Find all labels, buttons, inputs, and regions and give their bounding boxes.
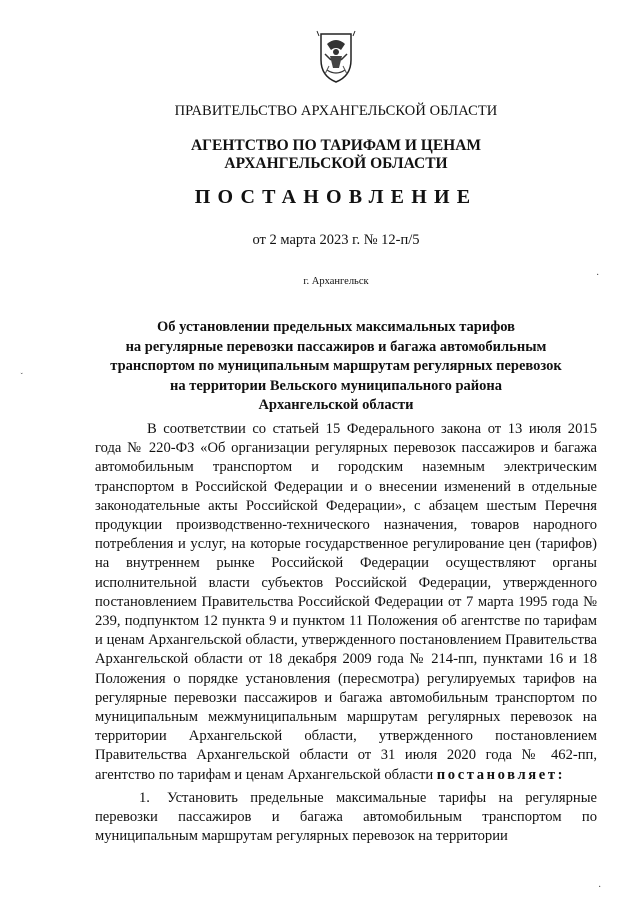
government-name: ПРАВИТЕЛЬСТВО АРХАНГЕЛЬСКОЙ ОБЛАСТИ [174,103,498,119]
point-1 [95,789,597,847]
document-title [0,318,640,416]
preamble-paragraph [95,420,597,785]
point-number: 1. [139,790,150,806]
scan-mark: ˯ [20,364,24,375]
scan-mark: · [596,270,600,281]
decree-heading: ПОСТАНОВЛЕНИЕ [194,186,478,208]
title-line: на территории Вельского муниципального района [169,377,502,394]
preamble-text: В соответствии со статьей 15 Федерального закона от 13 июля 2015 года № 220-ФЗ «Об организации регулярных перевозок пассажиров и багажа автомобильным транспортом и городским наземным электрическим транспортом в Российской Федерации и о внесении изменений в отдельные законодательные акты Российской Федерации», с абзацем шестым Перечня продукции производственно-технического назначения, товаров народного потребления и услуг, на которые государственное регулирование цен (тарифов) на внутреннем рынке Российской Федерации осуществляют органы исполнительной власти субъектов Российской Федерации, утвержденного постановлением Правительства Российской Федерации от 7 марта 1995 года № 239, подпунктом 12 пункта 9 и пунктом 11 Положения об агентстве по тарифам и ценам Архангельской области, утвержденного постановлением Правительства Архангельской области от 18 декабря 2009 года № 214-пп, пунктами 16 и 18 Положения о порядке установления (пересмотра) регулируемых тарифов на регулярные перевозки пассажиров и багажа автомобильным транспортом по муниципальным межмуниципальным маршрутам регулярных перевозок на территории Архангельской области, утвержденного постановлением Правительства Архангельской области от 31 июля 2020 года № 462-пп, агентство по тарифам и ценам Архангельской области [95,421,597,783]
agency-name-line-2: АРХАНГЕЛЬСКОЙ ОБЛАСТИ [224,155,448,172]
decree-date-number: от 2 марта 2023 г. № 12-п/5 [252,232,420,248]
title-line: Об установлении предельных максимальных тарифов [157,319,515,335]
agency-name [0,137,640,173]
title-line: транспортом по муниципальным маршрутам регулярных перевозок [110,358,562,374]
resolves-word: постановляет: [436,766,566,783]
agency-name-line-1: АГЕНТСТВО ПО ТАРИФАМ И ЦЕНАМ [190,137,482,154]
coat-of-arms-emblem [315,30,357,84]
title-line: Архангельской области [258,397,414,413]
scan-mark: · [598,882,602,893]
point-text: Установить предельные максимальные тарифы на регулярные перевозки пассажиров и багажа автомобильным транспортом по муниципальным маршрутам регулярных перевозок на территории [95,790,597,845]
title-line: на регулярные перевозки пассажиров и багажа автомобильным [125,338,547,355]
city-name: г. Архангельск [303,276,369,287]
